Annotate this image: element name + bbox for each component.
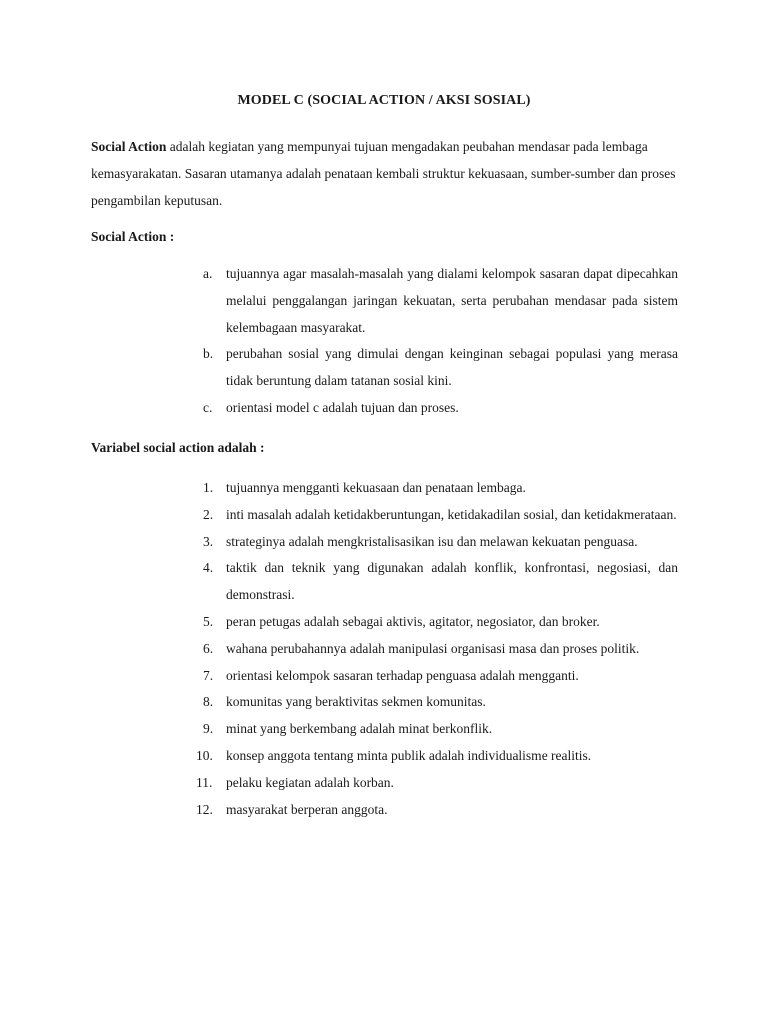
list-marker: 3.	[203, 533, 214, 549]
list-item	[203, 475, 678, 502]
list-item	[196, 797, 678, 824]
list-marker: a.	[203, 266, 213, 281]
list-item-text: perubahan sosial yang dimulai dengan keinginan sebagai populasi yang merasa tidak beruntung dalam tatanan sosial kini.	[226, 346, 678, 389]
list-item	[203, 663, 678, 690]
list-item-text: masyarakat berperan anggota.	[226, 801, 388, 817]
list-marker: 6.	[203, 640, 214, 656]
intro-paragraph	[91, 133, 679, 214]
list-item-text: tujuannya agar masalah-masalah yang dialami kelompok sasaran dapat dipecahkan melalui penggalangan jaringan kekuatan, serta perubahan mendasar pada sistem kelembagaan masyarakat.	[226, 266, 678, 335]
list-item	[203, 529, 678, 556]
list-marker: 8.	[203, 694, 214, 710]
list-item-text: orientasi model c adalah tujuan dan proses.	[226, 399, 459, 415]
list-item	[203, 502, 678, 529]
list-marker: 2.	[203, 506, 214, 522]
list-item	[203, 636, 678, 663]
social-action-list	[203, 261, 678, 422]
list-item-text: pelaku kegiatan adalah korban.	[226, 774, 394, 790]
list-item	[203, 555, 678, 609]
list-item	[203, 341, 678, 395]
list-item-text: wahana perubahannya adalah manipulasi organisasi masa dan proses politik.	[226, 640, 640, 656]
list-item-text: minat yang berkembang adalah minat berkonflik.	[226, 721, 493, 737]
list-marker: 1.	[203, 480, 214, 495]
list-item	[196, 743, 678, 770]
section-heading-variabel: Variabel social action adalah :	[91, 440, 265, 455]
list-marker: c.	[203, 399, 213, 415]
list-item	[203, 689, 678, 716]
list-item-text: taktik dan teknik yang digunakan adalah konflik, konfrontasi, negosiasi, dan demonstrasi.	[226, 560, 678, 603]
section-heading-social-action: Social Action :	[91, 229, 175, 244]
list-marker: 10.	[196, 747, 213, 763]
list-item	[203, 395, 678, 422]
title-text: MODEL C (SOCIAL ACTION / AKSI SOSIAL)	[237, 93, 531, 108]
list-item	[196, 770, 678, 797]
variabel-list	[196, 475, 678, 823]
list-item	[203, 261, 678, 341]
list-item-text: komunitas yang beraktivitas sekmen komunitas.	[226, 694, 486, 710]
list-item-text: konsep anggota tentang minta publik adalah individualisme realitis.	[226, 747, 592, 763]
list-item-text: peran petugas adalah sebagai aktivis, agitator, negosiator, dan broker.	[226, 613, 600, 629]
list-item-text: orientasi kelompok sasaran terhadap penguasa adalah mengganti.	[226, 667, 579, 683]
list-marker: 12.	[196, 801, 213, 817]
list-item	[203, 609, 678, 636]
document-title	[0, 93, 768, 109]
intro-term: Social Action	[91, 139, 167, 154]
list-item-text: strateginya adalah mengkristalisasikan isu dan melawan kekuatan penguasa.	[226, 533, 638, 549]
list-item	[203, 716, 678, 743]
list-marker: 9.	[203, 721, 214, 737]
list-item-text: tujuannya mengganti kekuasaan dan penataan lembaga.	[226, 480, 526, 495]
list-marker: 5.	[203, 613, 214, 629]
list-marker: 11.	[196, 774, 213, 790]
list-marker: 7.	[203, 667, 214, 683]
list-marker: b.	[203, 346, 214, 362]
list-marker: 4.	[203, 560, 214, 576]
intro-text: adalah kegiatan yang mempunyai tujuan mengadakan peubahan mendasar pada lembaga kemasyarakatan. Sasaran utamanya adalah penataan kembali struktur kekuasaan, sumber-sumber dan proses pengambilan keputusan.	[91, 139, 676, 208]
list-item-text: inti masalah adalah ketidakberuntungan, ketidakadilan sosial, dan ketidakmerataan.	[226, 506, 677, 522]
